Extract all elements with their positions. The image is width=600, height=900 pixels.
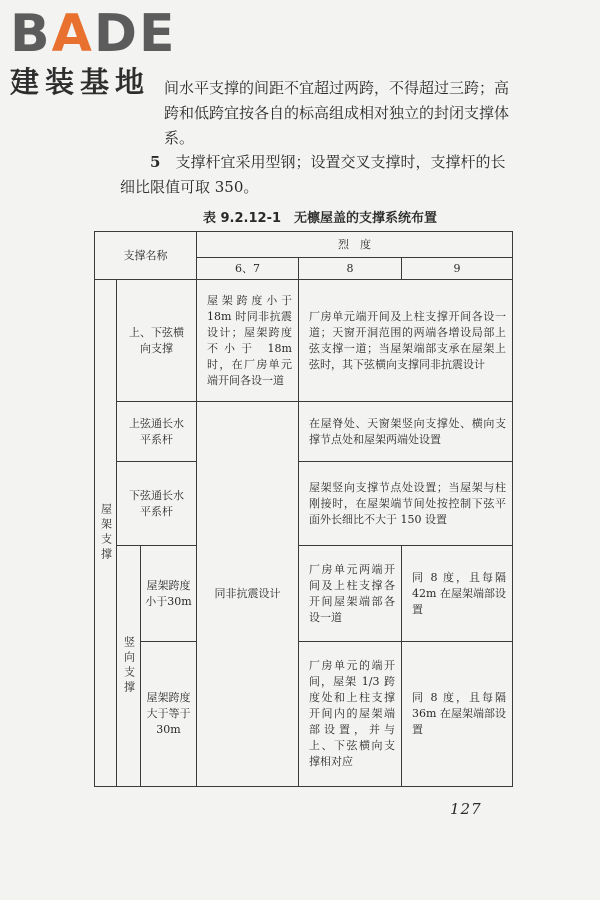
- table-row: [95, 546, 513, 642]
- cell-r5-9: 同 8 度，且每隔 36m 在屋架端部设置: [402, 642, 513, 787]
- cell-r5-8: 厂房单元的端开间，屋架 1/3 跨度处和上柱支撑开间内的屋架端部设置，并与上、下弦横向支撑相对应: [299, 642, 402, 787]
- paragraph-continued: 间水平支撑的间距不宜超过两跨，不得超过三跨；高跨和低跨宜按各自的标高组成相对独立的封闭支撑体系。: [164, 79, 510, 147]
- header-degree-6-7: 6、7: [197, 258, 299, 280]
- cell-r1-8-9: 厂房单元端开间及上柱支撑开间各设一道；天窗开洞范围的两端各增设局部上弦支撑一道；当屋架端部支承在屋架上弦时，其下弦横向支撑同非抗震设计: [299, 280, 513, 402]
- header-intensity: 烈 度: [197, 232, 513, 258]
- group-roof-truss-support: 屋架支撑: [95, 280, 117, 787]
- cell-r1-6-7: 屋架跨度小于18m 时同非抗震设计；屋架跨度不小于 18m 时，在厂房单元端开间各设一道: [197, 280, 299, 402]
- table-row: [95, 642, 513, 787]
- cell-merged-6-7: 同非抗震设计: [197, 402, 299, 787]
- table-row: [95, 402, 513, 462]
- table-caption: 表 9.2.12-1 无檩屋盖的支撑系统布置: [202, 211, 438, 226]
- row-name-upper-tie: 上弦通长水平系杆: [117, 402, 197, 462]
- header-support-name: 支撑名称: [95, 232, 197, 280]
- bade-logo: [10, 4, 180, 99]
- row-name-span-under-30: 屋架跨度小于30m: [141, 546, 197, 642]
- header-degree-9: 9: [402, 258, 513, 280]
- clause-text: 支撑杆宜采用型钢；设置交叉支撑时，支撑杆的长细比限值可取 350。: [120, 153, 506, 196]
- support-system-table: [94, 231, 513, 787]
- table-row: [95, 462, 513, 546]
- cell-r2-8-9: 在屋脊处、天窗架竖向支撑处、横向支撑节点处和屋架两端处设置: [299, 402, 513, 462]
- group-vertical-support: 竖向支撑: [117, 546, 141, 787]
- header-degree-8: 8: [299, 258, 402, 280]
- cell-r4-8: 厂房单元两端开间及上柱支撑各开间屋架端部各设一道: [299, 546, 402, 642]
- cell-r4-9: 同 8 度，且每隔 42m 在屋架端部设置: [402, 546, 513, 642]
- row-name-chord-transverse: 上、下弦横向支撑: [117, 280, 197, 402]
- logo-subtitle: 建装基地: [10, 65, 151, 99]
- paragraph-clause-5: [120, 150, 520, 200]
- page-number: 127: [450, 800, 482, 818]
- row-name-lower-tie: 下弦通长水平系杆: [117, 462, 197, 546]
- table-row: [95, 280, 513, 402]
- logo-wordmark: BADE: [10, 4, 177, 64]
- clause-number: 5: [150, 153, 161, 171]
- cell-r3-8-9: 屋架竖向支撑节点处设置；当屋架与柱刚接时，在屋架端节间处按控制下弦平面外长细比不大于 150 设置: [299, 462, 513, 546]
- row-name-span-30-plus: 屋架跨度大于等于 30m: [141, 642, 197, 787]
